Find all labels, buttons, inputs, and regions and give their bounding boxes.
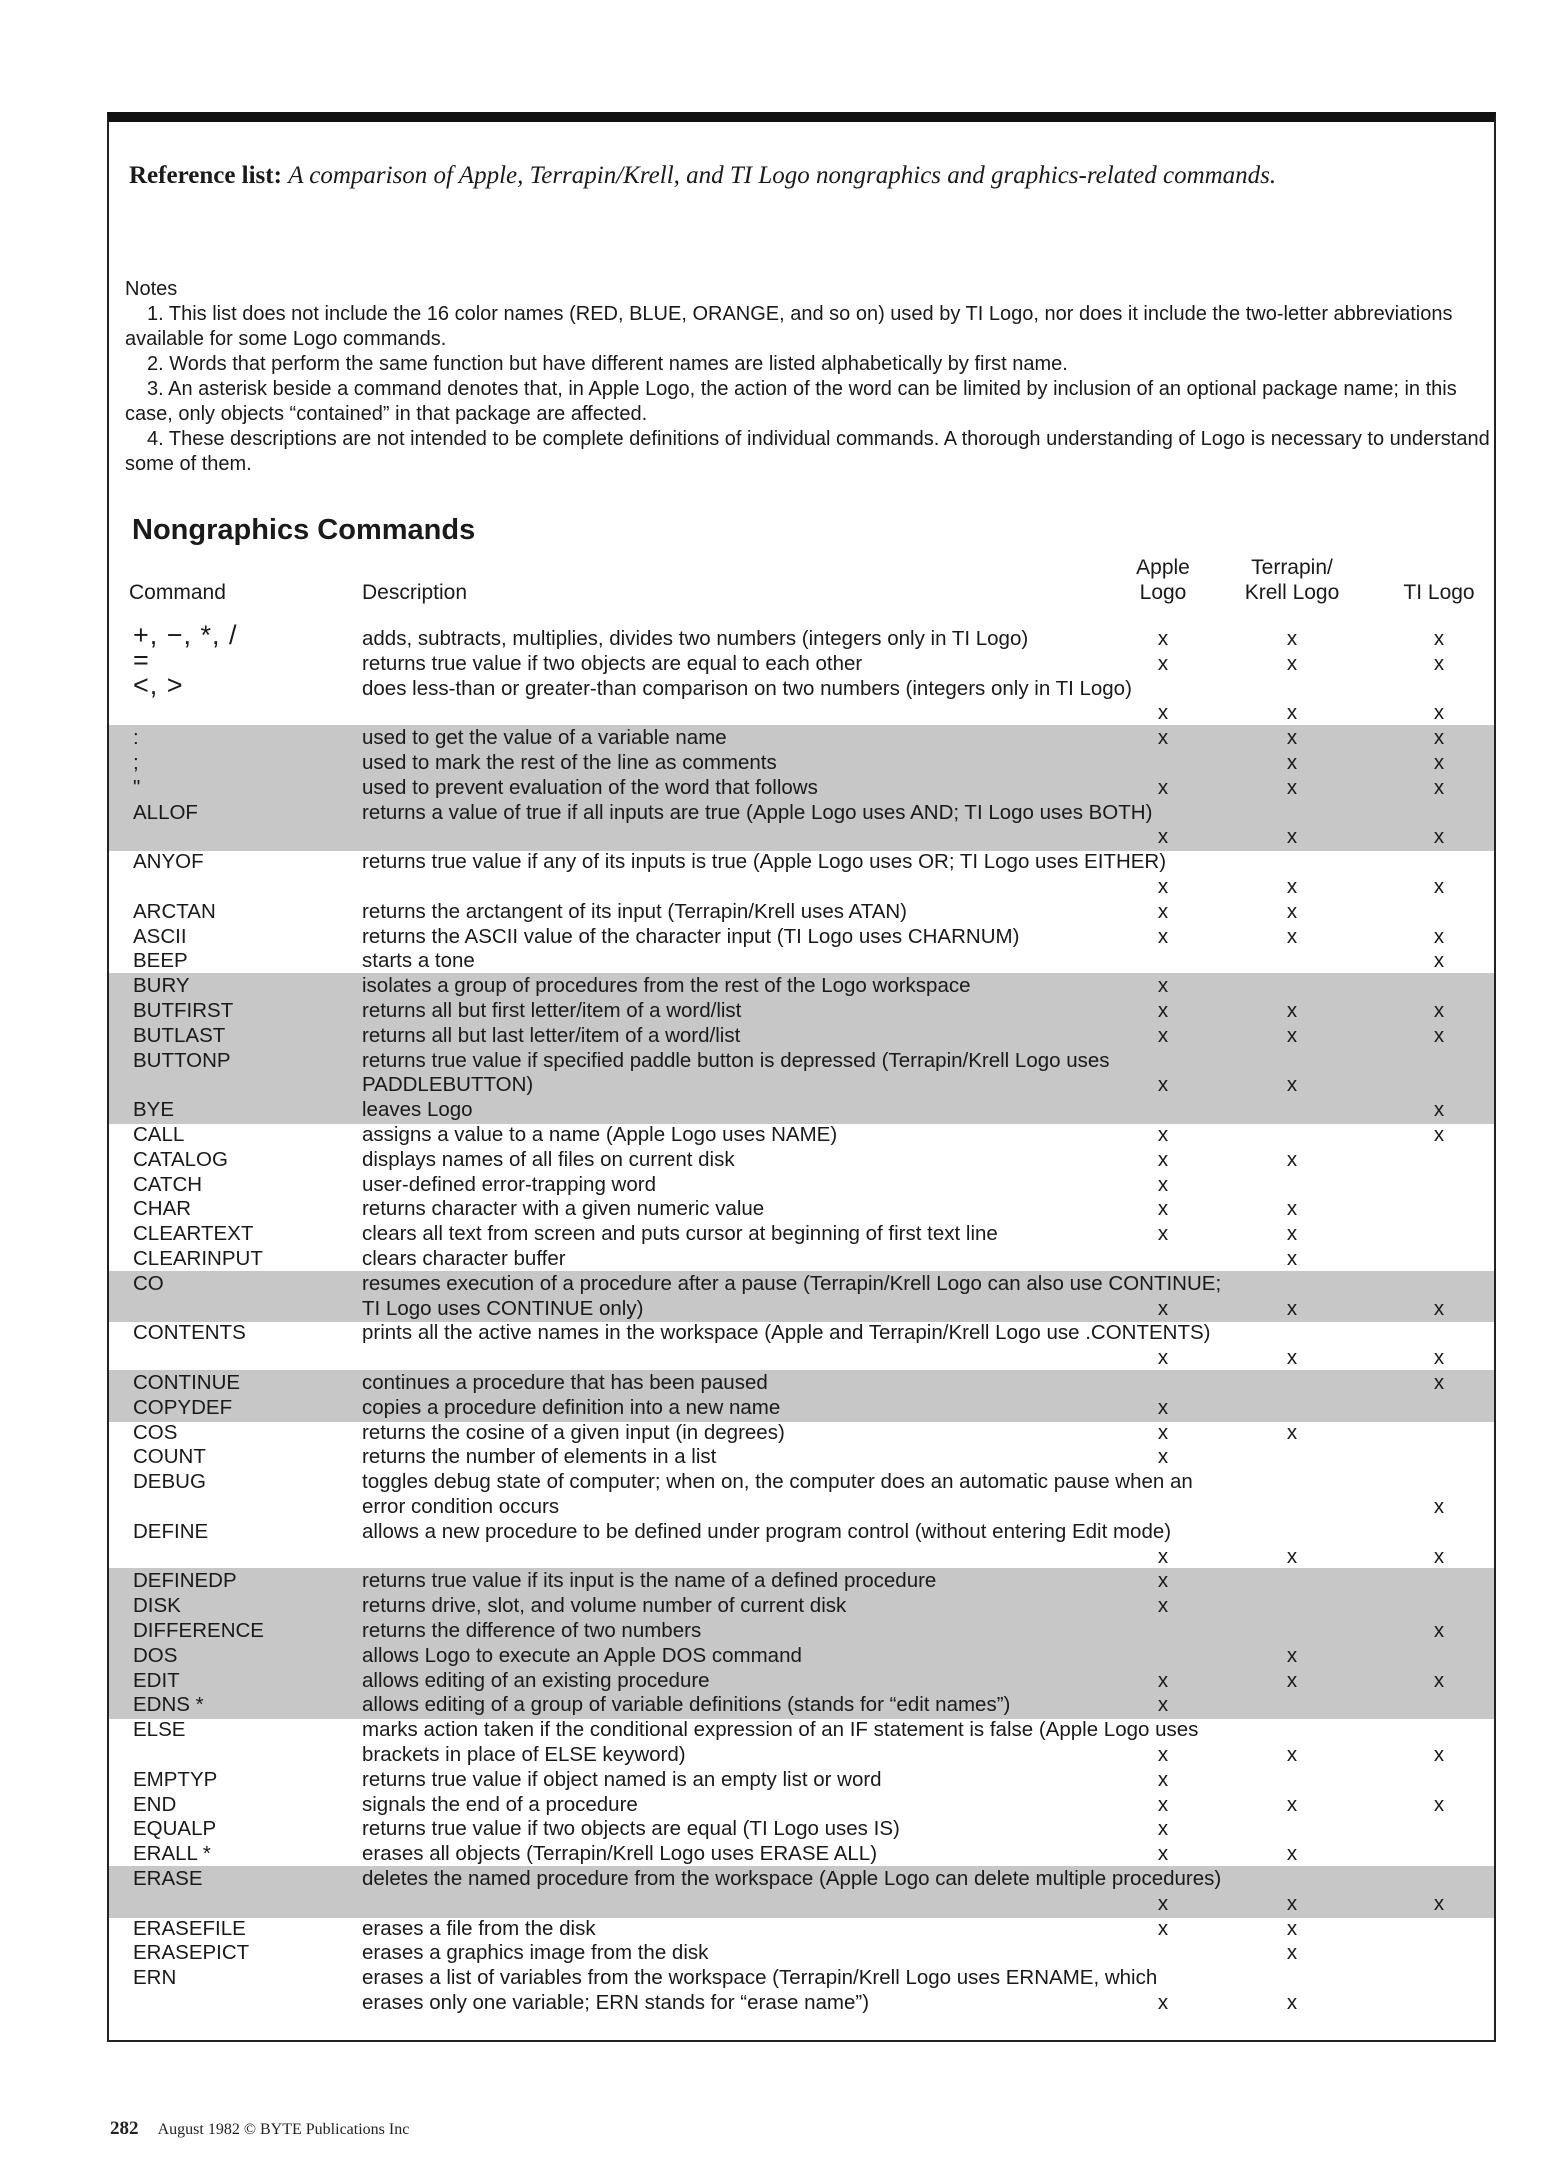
- reference-label: Reference list:: [129, 162, 282, 189]
- command-description: prints all the active names in the workspace (Apple and Terrapin/Krell Logo use .CONTENTS): [362, 1321, 1211, 1345]
- mark-ti: x: [1433, 1668, 1445, 1692]
- command-description: leaves Logo: [362, 1098, 473, 1122]
- command-description: erases a list of variables from the workspace (Terrapin/Krell Logo uses ERNAME, which erases only one variable; ERN stands for “erase name”): [362, 1966, 1158, 2014]
- table-row: [109, 669, 1494, 727]
- header-command: Command: [129, 581, 226, 604]
- mark-terrapin: x: [1286, 1222, 1298, 1246]
- command-description: returns character with a given numeric value: [362, 1197, 765, 1221]
- mark-ti: x: [1433, 874, 1445, 898]
- mark-ti: x: [1433, 1494, 1445, 1518]
- command-description: does less-than or greater-than comparison on two numbers (integers only in TI Logo): [362, 676, 1132, 700]
- mark-ti: x: [1433, 1346, 1445, 1370]
- command-description: allows a new procedure to be defined under program control (without entering Edit mode): [362, 1519, 1172, 1543]
- command-description: returns true value if two objects are equal (TI Logo uses IS): [362, 1817, 900, 1841]
- command-name: BYE: [133, 1098, 175, 1122]
- command-description: adds, subtracts, multiplies, divides two numbers (integers only in TI Logo): [362, 627, 1029, 650]
- mark-apple: x: [1157, 1197, 1169, 1221]
- command-description: allows editing of an existing procedure: [362, 1668, 710, 1692]
- command-name: CLEARINPUT: [133, 1247, 263, 1270]
- mark-apple: x: [1157, 651, 1169, 675]
- command-description: continues a procedure that has been paused: [362, 1371, 768, 1394]
- command-name: ALLOF: [133, 800, 198, 824]
- table-row: [109, 1520, 1494, 1570]
- page-number: 282: [110, 2118, 139, 2139]
- command-description: returns the arctangent of its input (Terrapin/Krell uses ATAN): [362, 899, 908, 923]
- command-description: returns the cosine of a given input (in degrees): [362, 1420, 785, 1444]
- mark-ti: x: [1433, 751, 1445, 774]
- mark-apple: x: [1157, 825, 1169, 849]
- table-row: [109, 1272, 1494, 1322]
- mark-terrapin: x: [1286, 1891, 1298, 1915]
- mark-apple: x: [1157, 999, 1169, 1022]
- command-description: isolates a group of procedures from the rest of the Logo workspace: [362, 974, 971, 998]
- mark-ti: x: [1433, 1123, 1445, 1146]
- command-description: returns true value if object named is an empty list or word: [362, 1767, 882, 1791]
- command-name: ARCTAN: [133, 899, 216, 923]
- header-terrapin: [1227, 555, 1357, 605]
- mark-terrapin: x: [1286, 999, 1298, 1022]
- command-name: CALL: [133, 1123, 185, 1146]
- header-apple-line1: Apple: [1136, 556, 1190, 579]
- command-description: returns drive, slot, and volume number of current disk: [362, 1594, 847, 1618]
- table-row: [109, 801, 1494, 851]
- header-apple: [1113, 555, 1213, 605]
- reference-frame: [107, 112, 1496, 2042]
- table-row: [109, 1445, 1494, 1470]
- command-name: ;: [133, 751, 139, 774]
- table-row: [109, 1247, 1494, 1272]
- command-name: DEFINEDP: [133, 1569, 237, 1593]
- mark-ti: x: [1433, 825, 1445, 849]
- table-row: [109, 1966, 1494, 2016]
- header-description: Description: [362, 581, 468, 604]
- command-name: COUNT: [133, 1445, 206, 1469]
- mark-apple: x: [1157, 1742, 1169, 1766]
- command-description: displays names of all files on current disk: [362, 1147, 735, 1171]
- table-row: [109, 1197, 1494, 1222]
- page-footer: [110, 2118, 409, 2140]
- command-description: returns all but last letter/item of a word/list: [362, 1023, 741, 1047]
- command-name: EDIT: [133, 1668, 180, 1692]
- mark-apple: x: [1157, 1668, 1169, 1692]
- notes-heading: Notes: [125, 278, 178, 300]
- mark-terrapin: x: [1286, 924, 1298, 948]
- mark-ti: x: [1433, 775, 1445, 799]
- table-row: [109, 1669, 1494, 1694]
- mark-ti: x: [1433, 1544, 1445, 1568]
- mark-terrapin: x: [1286, 1842, 1298, 1866]
- mark-apple: x: [1157, 1693, 1169, 1717]
- table-row: [109, 1594, 1494, 1619]
- mark-terrapin: x: [1286, 1990, 1298, 2014]
- mark-apple: x: [1157, 1296, 1169, 1320]
- command-name: DISK: [133, 1594, 181, 1618]
- mark-terrapin: x: [1286, 1197, 1298, 1221]
- command-description: returns a value of true if all inputs are true (Apple Logo uses AND; TI Logo uses BOTH): [362, 800, 1153, 824]
- mark-apple: x: [1157, 1990, 1169, 2014]
- table-row: [109, 1024, 1494, 1049]
- mark-apple: x: [1157, 627, 1169, 650]
- table-row: [109, 949, 1494, 974]
- command-description: allows Logo to execute an Apple DOS command: [362, 1643, 802, 1667]
- mark-apple: x: [1157, 1792, 1169, 1816]
- mark-apple: x: [1157, 1767, 1169, 1791]
- command-description: used to mark the rest of the line as comments: [362, 751, 777, 774]
- table-row: [109, 726, 1494, 751]
- command-name: EQUALP: [133, 1817, 217, 1841]
- table-row: [109, 644, 1494, 677]
- mark-apple: x: [1157, 1147, 1169, 1171]
- table-row: [109, 1718, 1494, 1768]
- command-name: ERALL *: [133, 1842, 211, 1866]
- table-row: [109, 1693, 1494, 1718]
- command-description: starts a tone: [362, 949, 475, 973]
- mark-ti: x: [1433, 701, 1445, 725]
- mark-ti: x: [1433, 726, 1445, 750]
- mark-terrapin: x: [1286, 1668, 1298, 1692]
- command-name: <, >: [133, 669, 184, 700]
- table-row: [109, 1867, 1494, 1917]
- header-ti: TI Logo: [1403, 581, 1475, 604]
- mark-terrapin: x: [1286, 1346, 1298, 1370]
- mark-terrapin: x: [1286, 751, 1298, 774]
- mark-ti: x: [1433, 1891, 1445, 1915]
- mark-terrapin: x: [1286, 1247, 1298, 1270]
- command-description: returns true value if two objects are equal to each other: [362, 651, 863, 675]
- table-row: [109, 900, 1494, 925]
- mark-terrapin: x: [1286, 1023, 1298, 1047]
- command-description: signals the end of a procedure: [362, 1792, 638, 1816]
- command-description: erases a file from the disk: [362, 1916, 596, 1940]
- command-description: user-defined error-trapping word: [362, 1172, 656, 1196]
- command-name: ELSE: [133, 1718, 186, 1742]
- command-name: ERASE: [133, 1867, 203, 1890]
- mark-terrapin: x: [1286, 1916, 1298, 1940]
- mark-apple: x: [1157, 1073, 1169, 1097]
- command-name: CONTENTS: [133, 1321, 246, 1345]
- command-name: DOS: [133, 1643, 178, 1667]
- command-name: CONTINUE: [133, 1371, 241, 1394]
- table-row: [109, 1569, 1494, 1594]
- command-name: ERASEPICT: [133, 1941, 250, 1965]
- header-terrapin-line1: Terrapin/: [1251, 556, 1333, 579]
- table-row: [109, 1098, 1494, 1123]
- mark-apple: x: [1157, 1569, 1169, 1593]
- table-row: [109, 1768, 1494, 1793]
- mark-apple: x: [1157, 1544, 1169, 1568]
- mark-ti: x: [1433, 1742, 1445, 1766]
- command-name: ERASEFILE: [133, 1916, 246, 1940]
- command-name: BUTTONP: [133, 1048, 231, 1072]
- mark-ti: x: [1433, 1296, 1445, 1320]
- mark-apple: x: [1157, 775, 1169, 799]
- command-name: CLEARTEXT: [133, 1222, 254, 1246]
- table-row: [109, 1817, 1494, 1842]
- command-name: CATALOG: [133, 1147, 228, 1171]
- command-name: COPYDEF: [133, 1395, 233, 1419]
- mark-apple: x: [1157, 701, 1169, 725]
- command-description: resumes execution of a procedure after a pause (Terrapin/Krell Logo can also use CONTINUE; TI Logo uses CONTINUE only): [362, 1271, 1222, 1320]
- mark-apple: x: [1157, 1123, 1169, 1146]
- note-3: 3. An asterisk beside a command denotes that, in Apple Logo, the action of the word can be limited by inclusion of an optional package name; in this case, only objects “contained” in that package are affected.: [125, 378, 1457, 425]
- mark-terrapin: x: [1286, 1941, 1298, 1965]
- mark-terrapin: x: [1286, 1147, 1298, 1171]
- reference-caption: [129, 162, 1469, 190]
- table-row: [109, 925, 1494, 950]
- table-row: [109, 1917, 1494, 1942]
- reference-text: A comparison of Apple, Terrapin/Krell, and TI Logo nongraphics and graphics-related commands.: [288, 162, 1277, 189]
- command-description: marks action taken if the conditional expression of an IF statement is false (Apple Logo uses brackets in place of ELSE keyword): [362, 1718, 1199, 1766]
- command-description: toggles debug state of computer; when on, the computer does an automatic pause when an error condition occurs: [362, 1470, 1193, 1518]
- mark-apple: x: [1157, 1222, 1169, 1246]
- command-name: BUTLAST: [133, 1023, 226, 1047]
- command-name: DIFFERENCE: [133, 1619, 264, 1642]
- command-name: BEEP: [133, 949, 188, 973]
- mark-apple: x: [1157, 1346, 1169, 1370]
- mark-apple: x: [1157, 899, 1169, 923]
- mark-apple: x: [1157, 974, 1169, 998]
- table-row: [109, 850, 1494, 900]
- command-name: DEFINE: [133, 1519, 209, 1543]
- command-description: clears character buffer: [362, 1247, 566, 1270]
- section-title: Nongraphics Commands: [132, 514, 476, 546]
- command-name: COS: [133, 1420, 178, 1444]
- mark-apple: x: [1157, 1916, 1169, 1940]
- header-apple-line2: Logo: [1139, 581, 1187, 604]
- command-description: allows editing of a group of variable definitions (stands for “edit names”): [362, 1693, 1011, 1717]
- mark-apple: x: [1157, 924, 1169, 948]
- mark-terrapin: x: [1286, 899, 1298, 923]
- table-row: [109, 1222, 1494, 1247]
- mark-ti: x: [1433, 651, 1445, 675]
- table-row: [109, 999, 1494, 1024]
- mark-terrapin: x: [1286, 651, 1298, 675]
- command-description: returns the number of elements in a list: [362, 1445, 717, 1469]
- mark-terrapin: x: [1286, 1073, 1298, 1097]
- command-name: ANYOF: [133, 850, 204, 874]
- table-row: [109, 1173, 1494, 1198]
- table-row: [109, 1148, 1494, 1173]
- mark-apple: x: [1157, 1445, 1169, 1469]
- mark-terrapin: x: [1286, 1420, 1298, 1444]
- table-row: [109, 776, 1494, 801]
- command-name: BURY: [133, 974, 190, 998]
- command-name: EMPTYP: [133, 1767, 218, 1791]
- table-row: [109, 1619, 1494, 1644]
- note-4: 4. These descriptions are not intended to be complete definitions of individual commands. A thorough understanding of Logo is necessary to understand some of them.: [125, 428, 1490, 475]
- table-row: [109, 1941, 1494, 1966]
- mark-apple: x: [1157, 1172, 1169, 1196]
- mark-terrapin: x: [1286, 1742, 1298, 1766]
- mark-apple: x: [1157, 1420, 1169, 1444]
- mark-apple: x: [1157, 1594, 1169, 1618]
- command-description: used to get the value of a variable name: [362, 726, 727, 750]
- command-description: used to prevent evaluation of the word that follows: [362, 775, 818, 799]
- mark-apple: x: [1157, 1023, 1169, 1047]
- mark-terrapin: x: [1286, 1792, 1298, 1816]
- command-description: clears all text from screen and puts cursor at beginning of first text line: [362, 1222, 998, 1246]
- command-description: copies a procedure definition into a new name: [362, 1395, 781, 1419]
- table-row: [109, 1842, 1494, 1867]
- mark-ti: x: [1433, 1098, 1445, 1122]
- command-name: BUTFIRST: [133, 999, 234, 1022]
- command-description: assigns a value to a name (Apple Logo uses NAME): [362, 1123, 838, 1146]
- mark-apple: x: [1157, 726, 1169, 750]
- table-row: [109, 1470, 1494, 1520]
- mark-apple: x: [1157, 874, 1169, 898]
- command-description: returns the difference of two numbers: [362, 1619, 702, 1642]
- table-row: [109, 620, 1494, 652]
- note-2: 2. Words that perform the same function but have different names are listed alphabetically by first name.: [147, 353, 1068, 375]
- mark-ti: x: [1433, 1792, 1445, 1816]
- table-row: [109, 974, 1494, 999]
- mark-ti: x: [1433, 1619, 1445, 1642]
- command-description: erases a graphics image from the disk: [362, 1941, 709, 1965]
- command-name: CO: [133, 1271, 164, 1295]
- table-row: [109, 1049, 1494, 1099]
- mark-apple: x: [1157, 1817, 1169, 1841]
- mark-terrapin: x: [1286, 726, 1298, 750]
- mark-terrapin: x: [1286, 627, 1298, 650]
- command-name: ASCII: [133, 924, 187, 948]
- mark-ti: x: [1433, 627, 1445, 650]
- mark-terrapin: x: [1286, 874, 1298, 898]
- mark-ti: x: [1433, 999, 1445, 1022]
- command-name: END: [133, 1792, 177, 1816]
- table-row: [109, 751, 1494, 776]
- command-description: returns the ASCII value of the character input (TI Logo uses CHARNUM): [362, 924, 1020, 948]
- command-name: EDNS *: [133, 1693, 204, 1717]
- mark-ti: x: [1433, 1371, 1445, 1394]
- command-name: CATCH: [133, 1172, 203, 1196]
- command-description: deletes the named procedure from the workspace (Apple Logo can delete multiple procedures): [362, 1867, 1222, 1890]
- command-name: ": [133, 775, 141, 799]
- command-name: ERN: [133, 1966, 177, 1990]
- mark-terrapin: x: [1286, 1643, 1298, 1667]
- command-name: =: [133, 644, 150, 675]
- command-description: returns true value if its input is the name of a defined procedure: [362, 1569, 937, 1593]
- command-description: returns all but first letter/item of a word/list: [362, 999, 742, 1022]
- mark-ti: x: [1433, 924, 1445, 948]
- mark-terrapin: x: [1286, 825, 1298, 849]
- mark-terrapin: x: [1286, 1296, 1298, 1320]
- note-1: 1. This list does not include the 16 color names (RED, BLUE, ORANGE, and so on) used by TI Logo, nor does it include the two-letter abbreviations available for some Logo commands.: [125, 303, 1453, 350]
- table-row: [109, 1644, 1494, 1669]
- table-row: [109, 1793, 1494, 1818]
- mark-apple: x: [1157, 1891, 1169, 1915]
- mark-terrapin: x: [1286, 775, 1298, 799]
- table-row: [109, 1396, 1494, 1421]
- mark-apple: x: [1157, 1842, 1169, 1866]
- command-name: DEBUG: [133, 1470, 206, 1494]
- command-description: returns true value if any of its inputs is true (Apple Logo uses OR; TI Logo uses EITHER): [362, 850, 1167, 874]
- command-description: erases all objects (Terrapin/Krell Logo uses ERASE ALL): [362, 1842, 878, 1866]
- table-row: [109, 1123, 1494, 1148]
- command-name: +, −, *, /: [133, 620, 238, 650]
- mark-ti: x: [1433, 1023, 1445, 1047]
- table-row: [109, 1371, 1494, 1396]
- table-row: [109, 1321, 1494, 1371]
- mark-ti: x: [1433, 949, 1445, 973]
- command-name: :: [133, 726, 139, 750]
- mark-apple: x: [1157, 1395, 1169, 1419]
- footer-text: August 1982 © BYTE Publications Inc: [157, 2121, 410, 2138]
- mark-terrapin: x: [1286, 1544, 1298, 1568]
- mark-terrapin: x: [1286, 701, 1298, 725]
- command-name: CHAR: [133, 1197, 192, 1221]
- command-description: returns true value if specified paddle button is depressed (Terrapin/Krell Logo uses PADDLEBUTTON): [362, 1048, 1110, 1097]
- header-terrapin-line2: Krell Logo: [1244, 581, 1340, 604]
- table-row: [109, 1421, 1494, 1446]
- notes: [125, 277, 1490, 477]
